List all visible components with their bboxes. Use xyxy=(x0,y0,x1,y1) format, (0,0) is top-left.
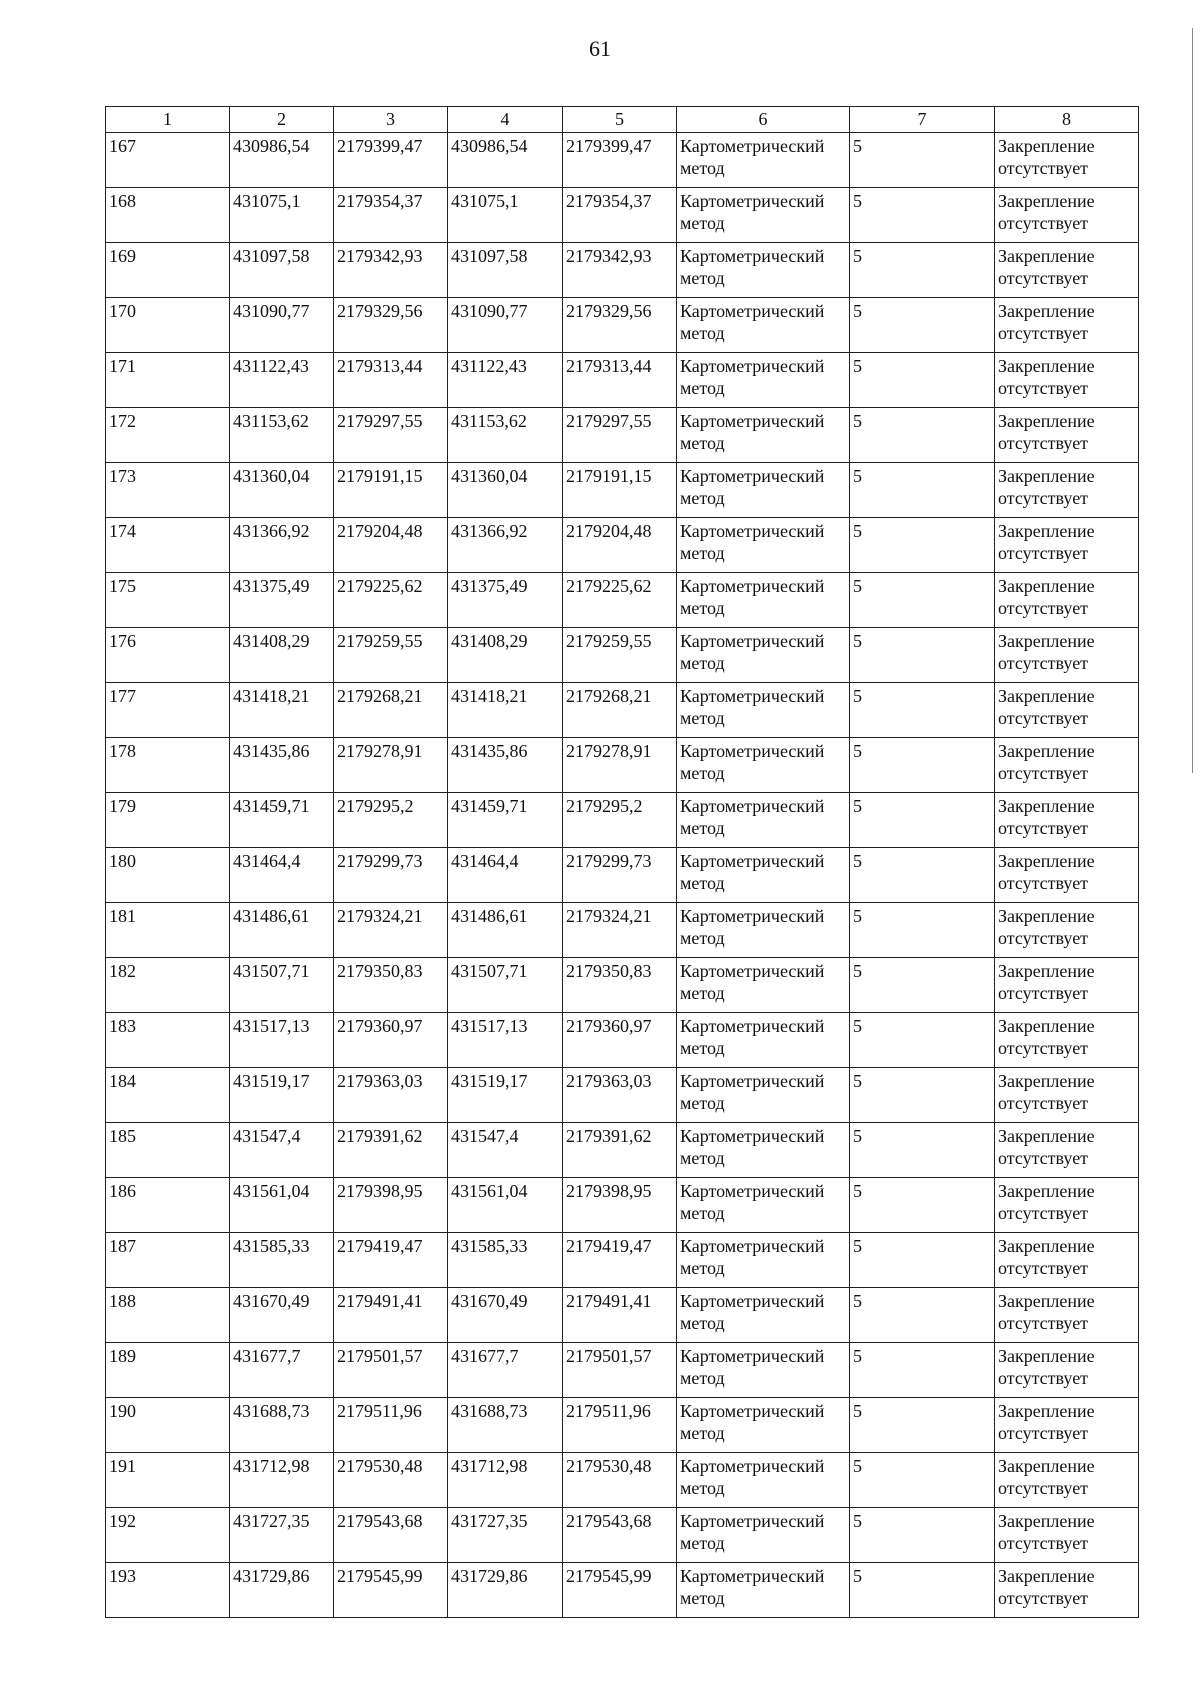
point-number-cell: 180 xyxy=(106,848,230,903)
method-cell: Картометрический метод xyxy=(677,573,850,628)
point-number-cell: 185 xyxy=(106,1123,230,1178)
x-coordinate-cell: 431507,71 xyxy=(230,958,334,1013)
accuracy-cell: 5 xyxy=(850,1068,995,1123)
table-row xyxy=(106,573,1139,628)
scan-edge-line xyxy=(1192,28,1193,773)
method-cell: Картометрический метод xyxy=(677,518,850,573)
method-cell: Картометрический метод xyxy=(677,1123,850,1178)
fixation-cell: Закрепление отсутствует xyxy=(995,518,1139,573)
method-cell: Картометрический метод xyxy=(677,1013,850,1068)
x-coordinate-cell: 431122,43 xyxy=(448,353,563,408)
y-coordinate-cell: 2179419,47 xyxy=(563,1233,677,1288)
method-cell: Картометрический метод xyxy=(677,133,850,188)
header-row xyxy=(106,107,1139,133)
column-header: 6 xyxy=(677,107,850,133)
y-coordinate-cell: 2179399,47 xyxy=(563,133,677,188)
accuracy-cell: 5 xyxy=(850,1233,995,1288)
table-row xyxy=(106,463,1139,518)
table-row xyxy=(106,133,1139,188)
point-number-cell: 188 xyxy=(106,1288,230,1343)
accuracy-cell: 5 xyxy=(850,463,995,518)
x-coordinate-cell: 431075,1 xyxy=(448,188,563,243)
x-coordinate-cell: 431375,49 xyxy=(230,573,334,628)
accuracy-cell: 5 xyxy=(850,188,995,243)
table-row xyxy=(106,408,1139,463)
method-cell: Картометрический метод xyxy=(677,353,850,408)
fixation-cell: Закрепление отсутствует xyxy=(995,958,1139,1013)
y-coordinate-cell: 2179530,48 xyxy=(563,1453,677,1508)
x-coordinate-cell: 431585,33 xyxy=(448,1233,563,1288)
x-coordinate-cell: 431408,29 xyxy=(230,628,334,683)
y-coordinate-cell: 2179191,15 xyxy=(334,463,448,518)
point-number-cell: 183 xyxy=(106,1013,230,1068)
point-number-cell: 179 xyxy=(106,793,230,848)
x-coordinate-cell: 431712,98 xyxy=(230,1453,334,1508)
x-coordinate-cell: 431366,92 xyxy=(448,518,563,573)
table-row xyxy=(106,793,1139,848)
fixation-cell: Закрепление отсутствует xyxy=(995,628,1139,683)
column-header: 3 xyxy=(334,107,448,133)
y-coordinate-cell: 2179363,03 xyxy=(334,1068,448,1123)
x-coordinate-cell: 431090,77 xyxy=(230,298,334,353)
accuracy-cell: 5 xyxy=(850,1343,995,1398)
fixation-cell: Закрепление отсутствует xyxy=(995,133,1139,188)
accuracy-cell: 5 xyxy=(850,1453,995,1508)
accuracy-cell: 5 xyxy=(850,1178,995,1233)
x-coordinate-cell: 431729,86 xyxy=(230,1563,334,1618)
x-coordinate-cell: 431519,17 xyxy=(230,1068,334,1123)
y-coordinate-cell: 2179543,68 xyxy=(563,1508,677,1563)
y-coordinate-cell: 2179511,96 xyxy=(563,1398,677,1453)
method-cell: Картометрический метод xyxy=(677,463,850,518)
accuracy-cell: 5 xyxy=(850,1288,995,1343)
method-cell: Картометрический метод xyxy=(677,188,850,243)
point-number-cell: 193 xyxy=(106,1563,230,1618)
x-coordinate-cell: 431464,4 xyxy=(448,848,563,903)
x-coordinate-cell: 431729,86 xyxy=(448,1563,563,1618)
method-cell: Картометрический метод xyxy=(677,738,850,793)
point-number-cell: 178 xyxy=(106,738,230,793)
fixation-cell: Закрепление отсутствует xyxy=(995,1398,1139,1453)
fixation-cell: Закрепление отсутствует xyxy=(995,1123,1139,1178)
y-coordinate-cell: 2179350,83 xyxy=(563,958,677,1013)
table-row xyxy=(106,1233,1139,1288)
point-number-cell: 169 xyxy=(106,243,230,298)
accuracy-cell: 5 xyxy=(850,903,995,958)
point-number-cell: 167 xyxy=(106,133,230,188)
accuracy-cell: 5 xyxy=(850,628,995,683)
fixation-cell: Закрепление отсутствует xyxy=(995,903,1139,958)
y-coordinate-cell: 2179501,57 xyxy=(563,1343,677,1398)
method-cell: Картометрический метод xyxy=(677,1288,850,1343)
accuracy-cell: 5 xyxy=(850,793,995,848)
x-coordinate-cell: 431677,7 xyxy=(448,1343,563,1398)
method-cell: Картометрический метод xyxy=(677,1453,850,1508)
x-coordinate-cell: 431153,62 xyxy=(448,408,563,463)
point-number-cell: 173 xyxy=(106,463,230,518)
fixation-cell: Закрепление отсутствует xyxy=(995,243,1139,298)
y-coordinate-cell: 2179329,56 xyxy=(334,298,448,353)
x-coordinate-cell: 431360,04 xyxy=(230,463,334,518)
fixation-cell: Закрепление отсутствует xyxy=(995,793,1139,848)
x-coordinate-cell: 431727,35 xyxy=(230,1508,334,1563)
table-row xyxy=(106,1178,1139,1233)
x-coordinate-cell: 431464,4 xyxy=(230,848,334,903)
fixation-cell: Закрепление отсутствует xyxy=(995,1178,1139,1233)
y-coordinate-cell: 2179354,37 xyxy=(334,188,448,243)
x-coordinate-cell: 431418,21 xyxy=(230,683,334,738)
y-coordinate-cell: 2179360,97 xyxy=(563,1013,677,1068)
method-cell: Картометрический метод xyxy=(677,298,850,353)
y-coordinate-cell: 2179295,2 xyxy=(334,793,448,848)
table-row xyxy=(106,188,1139,243)
point-number-cell: 172 xyxy=(106,408,230,463)
table-row xyxy=(106,1453,1139,1508)
x-coordinate-cell: 431408,29 xyxy=(448,628,563,683)
accuracy-cell: 5 xyxy=(850,243,995,298)
table-row xyxy=(106,1343,1139,1398)
x-coordinate-cell: 431547,4 xyxy=(230,1123,334,1178)
table-row xyxy=(106,1563,1139,1618)
fixation-cell: Закрепление отсутствует xyxy=(995,738,1139,793)
table-row xyxy=(106,1123,1139,1178)
table-row xyxy=(106,298,1139,353)
x-coordinate-cell: 431519,17 xyxy=(448,1068,563,1123)
accuracy-cell: 5 xyxy=(850,1398,995,1453)
accuracy-cell: 5 xyxy=(850,683,995,738)
accuracy-cell: 5 xyxy=(850,353,995,408)
fixation-cell: Закрепление отсутствует xyxy=(995,188,1139,243)
x-coordinate-cell: 431727,35 xyxy=(448,1508,563,1563)
table-row xyxy=(106,903,1139,958)
x-coordinate-cell: 431375,49 xyxy=(448,573,563,628)
coordinates-table xyxy=(105,106,1139,1618)
accuracy-cell: 5 xyxy=(850,1508,995,1563)
y-coordinate-cell: 2179204,48 xyxy=(334,518,448,573)
y-coordinate-cell: 2179545,99 xyxy=(563,1563,677,1618)
x-coordinate-cell: 431670,49 xyxy=(230,1288,334,1343)
x-coordinate-cell: 431122,43 xyxy=(230,353,334,408)
point-number-cell: 170 xyxy=(106,298,230,353)
fixation-cell: Закрепление отсутствует xyxy=(995,463,1139,518)
y-coordinate-cell: 2179268,21 xyxy=(563,683,677,738)
accuracy-cell: 5 xyxy=(850,298,995,353)
y-coordinate-cell: 2179419,47 xyxy=(334,1233,448,1288)
point-number-cell: 168 xyxy=(106,188,230,243)
point-number-cell: 186 xyxy=(106,1178,230,1233)
point-number-cell: 176 xyxy=(106,628,230,683)
y-coordinate-cell: 2179511,96 xyxy=(334,1398,448,1453)
accuracy-cell: 5 xyxy=(850,573,995,628)
accuracy-cell: 5 xyxy=(850,738,995,793)
y-coordinate-cell: 2179313,44 xyxy=(334,353,448,408)
x-coordinate-cell: 431670,49 xyxy=(448,1288,563,1343)
y-coordinate-cell: 2179350,83 xyxy=(334,958,448,1013)
y-coordinate-cell: 2179491,41 xyxy=(334,1288,448,1343)
y-coordinate-cell: 2179297,55 xyxy=(563,408,677,463)
y-coordinate-cell: 2179360,97 xyxy=(334,1013,448,1068)
method-cell: Картометрический метод xyxy=(677,848,850,903)
point-number-cell: 191 xyxy=(106,1453,230,1508)
point-number-cell: 171 xyxy=(106,353,230,408)
table-row xyxy=(106,1068,1139,1123)
accuracy-cell: 5 xyxy=(850,1013,995,1068)
fixation-cell: Закрепление отсутствует xyxy=(995,1068,1139,1123)
table-row xyxy=(106,738,1139,793)
x-coordinate-cell: 431517,13 xyxy=(448,1013,563,1068)
x-coordinate-cell: 431075,1 xyxy=(230,188,334,243)
table-row xyxy=(106,1013,1139,1068)
y-coordinate-cell: 2179299,73 xyxy=(563,848,677,903)
y-coordinate-cell: 2179278,91 xyxy=(334,738,448,793)
accuracy-cell: 5 xyxy=(850,518,995,573)
fixation-cell: Закрепление отсутствует xyxy=(995,573,1139,628)
column-header: 4 xyxy=(448,107,563,133)
y-coordinate-cell: 2179398,95 xyxy=(334,1178,448,1233)
y-coordinate-cell: 2179329,56 xyxy=(563,298,677,353)
x-coordinate-cell: 431097,58 xyxy=(230,243,334,298)
point-number-cell: 181 xyxy=(106,903,230,958)
y-coordinate-cell: 2179363,03 xyxy=(563,1068,677,1123)
x-coordinate-cell: 431561,04 xyxy=(448,1178,563,1233)
method-cell: Картометрический метод xyxy=(677,1343,850,1398)
y-coordinate-cell: 2179391,62 xyxy=(563,1123,677,1178)
y-coordinate-cell: 2179391,62 xyxy=(334,1123,448,1178)
fixation-cell: Закрепление отсутствует xyxy=(995,1343,1139,1398)
y-coordinate-cell: 2179491,41 xyxy=(563,1288,677,1343)
y-coordinate-cell: 2179543,68 xyxy=(334,1508,448,1563)
y-coordinate-cell: 2179191,15 xyxy=(563,463,677,518)
y-coordinate-cell: 2179299,73 xyxy=(334,848,448,903)
x-coordinate-cell: 431097,58 xyxy=(448,243,563,298)
method-cell: Картометрический метод xyxy=(677,683,850,738)
x-coordinate-cell: 431435,86 xyxy=(448,738,563,793)
method-cell: Картометрический метод xyxy=(677,903,850,958)
method-cell: Картометрический метод xyxy=(677,1233,850,1288)
y-coordinate-cell: 2179297,55 xyxy=(334,408,448,463)
y-coordinate-cell: 2179268,21 xyxy=(334,683,448,738)
x-coordinate-cell: 431366,92 xyxy=(230,518,334,573)
table-row xyxy=(106,1288,1139,1343)
x-coordinate-cell: 431517,13 xyxy=(230,1013,334,1068)
accuracy-cell: 5 xyxy=(850,958,995,1013)
method-cell: Картометрический метод xyxy=(677,408,850,463)
x-coordinate-cell: 431688,73 xyxy=(230,1398,334,1453)
page-number: 61 xyxy=(589,36,611,61)
fixation-cell: Закрепление отсутствует xyxy=(995,1013,1139,1068)
x-coordinate-cell: 431459,71 xyxy=(448,793,563,848)
y-coordinate-cell: 2179259,55 xyxy=(334,628,448,683)
column-header: 1 xyxy=(106,107,230,133)
table-row xyxy=(106,1508,1139,1563)
x-coordinate-cell: 431688,73 xyxy=(448,1398,563,1453)
x-coordinate-cell: 430986,54 xyxy=(448,133,563,188)
accuracy-cell: 5 xyxy=(850,408,995,463)
y-coordinate-cell: 2179225,62 xyxy=(334,573,448,628)
point-number-cell: 175 xyxy=(106,573,230,628)
table-row xyxy=(106,243,1139,298)
fixation-cell: Закрепление отсутствует xyxy=(995,408,1139,463)
y-coordinate-cell: 2179354,37 xyxy=(563,188,677,243)
table-row xyxy=(106,628,1139,683)
point-number-cell: 189 xyxy=(106,1343,230,1398)
y-coordinate-cell: 2179313,44 xyxy=(563,353,677,408)
fixation-cell: Закрепление отсутствует xyxy=(995,1233,1139,1288)
table-row xyxy=(106,353,1139,408)
x-coordinate-cell: 431090,77 xyxy=(448,298,563,353)
point-number-cell: 184 xyxy=(106,1068,230,1123)
table-row xyxy=(106,958,1139,1013)
y-coordinate-cell: 2179278,91 xyxy=(563,738,677,793)
accuracy-cell: 5 xyxy=(850,133,995,188)
method-cell: Картометрический метод xyxy=(677,793,850,848)
accuracy-cell: 5 xyxy=(850,848,995,903)
method-cell: Картометрический метод xyxy=(677,1178,850,1233)
x-coordinate-cell: 431507,71 xyxy=(448,958,563,1013)
fixation-cell: Закрепление отсутствует xyxy=(995,683,1139,738)
x-coordinate-cell: 431153,62 xyxy=(230,408,334,463)
y-coordinate-cell: 2179324,21 xyxy=(334,903,448,958)
fixation-cell: Закрепление отсутствует xyxy=(995,1288,1139,1343)
point-number-cell: 182 xyxy=(106,958,230,1013)
x-coordinate-cell: 431486,61 xyxy=(230,903,334,958)
point-number-cell: 187 xyxy=(106,1233,230,1288)
table-body xyxy=(106,133,1139,1618)
x-coordinate-cell: 431585,33 xyxy=(230,1233,334,1288)
y-coordinate-cell: 2179342,93 xyxy=(334,243,448,298)
table-row xyxy=(106,683,1139,738)
y-coordinate-cell: 2179259,55 xyxy=(563,628,677,683)
table-row xyxy=(106,848,1139,903)
point-number-cell: 174 xyxy=(106,518,230,573)
y-coordinate-cell: 2179501,57 xyxy=(334,1343,448,1398)
x-coordinate-cell: 430986,54 xyxy=(230,133,334,188)
column-header: 2 xyxy=(230,107,334,133)
y-coordinate-cell: 2179225,62 xyxy=(563,573,677,628)
column-header: 7 xyxy=(850,107,995,133)
column-header: 5 xyxy=(563,107,677,133)
column-header: 8 xyxy=(995,107,1139,133)
y-coordinate-cell: 2179530,48 xyxy=(334,1453,448,1508)
y-coordinate-cell: 2179295,2 xyxy=(563,793,677,848)
y-coordinate-cell: 2179342,93 xyxy=(563,243,677,298)
x-coordinate-cell: 431486,61 xyxy=(448,903,563,958)
fixation-cell: Закрепление отсутствует xyxy=(995,848,1139,903)
table-row xyxy=(106,1398,1139,1453)
x-coordinate-cell: 431547,4 xyxy=(448,1123,563,1178)
x-coordinate-cell: 431360,04 xyxy=(448,463,563,518)
method-cell: Картометрический метод xyxy=(677,958,850,1013)
y-coordinate-cell: 2179545,99 xyxy=(334,1563,448,1618)
x-coordinate-cell: 431459,71 xyxy=(230,793,334,848)
y-coordinate-cell: 2179399,47 xyxy=(334,133,448,188)
fixation-cell: Закрепление отсутствует xyxy=(995,1563,1139,1618)
accuracy-cell: 5 xyxy=(850,1123,995,1178)
method-cell: Картометрический метод xyxy=(677,1563,850,1618)
table-row xyxy=(106,518,1139,573)
method-cell: Картометрический метод xyxy=(677,1068,850,1123)
y-coordinate-cell: 2179204,48 xyxy=(563,518,677,573)
x-coordinate-cell: 431418,21 xyxy=(448,683,563,738)
x-coordinate-cell: 431561,04 xyxy=(230,1178,334,1233)
x-coordinate-cell: 431435,86 xyxy=(230,738,334,793)
fixation-cell: Закрепление отсутствует xyxy=(995,1453,1139,1508)
accuracy-cell: 5 xyxy=(850,1563,995,1618)
y-coordinate-cell: 2179398,95 xyxy=(563,1178,677,1233)
x-coordinate-cell: 431677,7 xyxy=(230,1343,334,1398)
method-cell: Картометрический метод xyxy=(677,1398,850,1453)
y-coordinate-cell: 2179324,21 xyxy=(563,903,677,958)
fixation-cell: Закрепление отсутствует xyxy=(995,298,1139,353)
method-cell: Картометрический метод xyxy=(677,628,850,683)
point-number-cell: 177 xyxy=(106,683,230,738)
point-number-cell: 190 xyxy=(106,1398,230,1453)
method-cell: Картометрический метод xyxy=(677,1508,850,1563)
method-cell: Картометрический метод xyxy=(677,243,850,298)
fixation-cell: Закрепление отсутствует xyxy=(995,1508,1139,1563)
fixation-cell: Закрепление отсутствует xyxy=(995,353,1139,408)
point-number-cell: 192 xyxy=(106,1508,230,1563)
x-coordinate-cell: 431712,98 xyxy=(448,1453,563,1508)
